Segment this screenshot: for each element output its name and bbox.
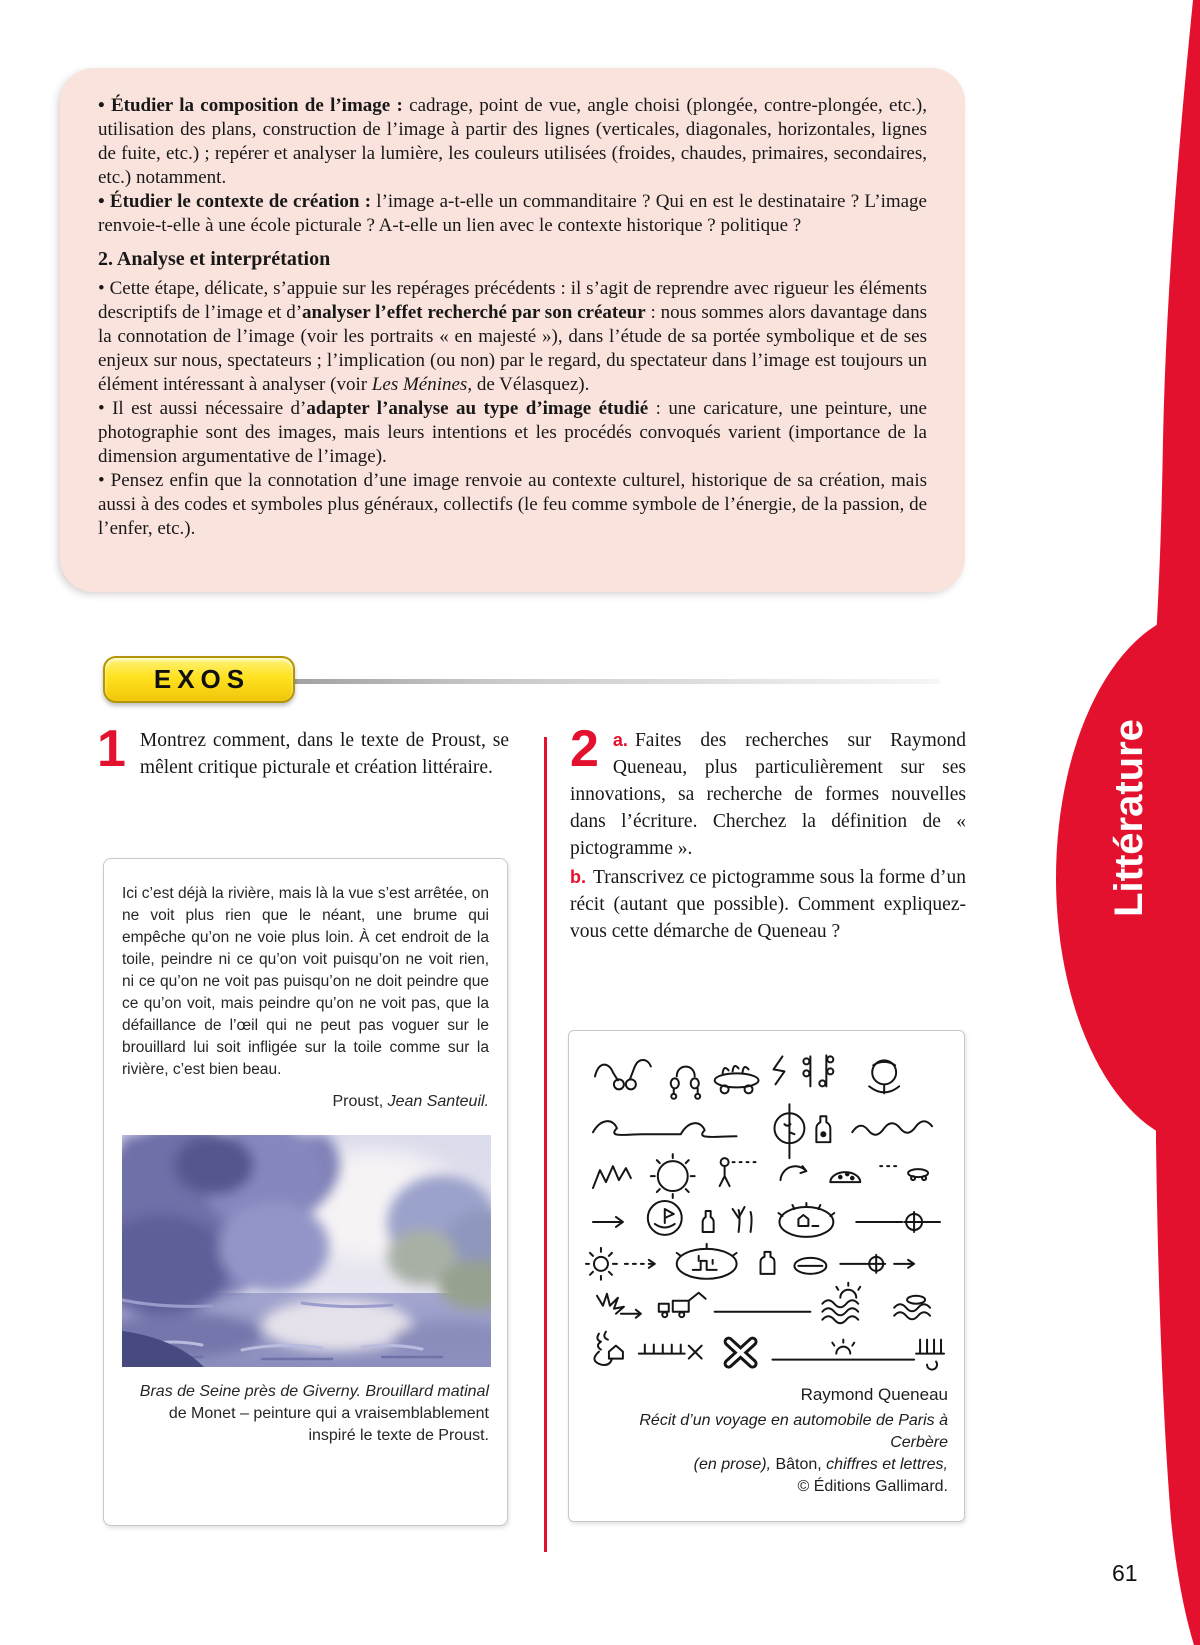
head-earrings-icon <box>671 1067 700 1099</box>
hanging-notes-icon <box>803 1055 833 1086</box>
tow-truck-icon <box>659 1293 706 1317</box>
wave-line-icon <box>593 1121 737 1137</box>
arc-path-icon <box>780 1166 806 1180</box>
method-box <box>60 68 965 592</box>
method-paragraph-composition: • Étudier la composition de l’image : cadrage, point de vue, angle choisi (plongée, contre-plongée, etc.), utilisation des plans, construction de l’image à partir des lignes (verticales, diagonales, horizontales, lignes de fuite, etc.) ; repérer et analyser la lumière, les couleurs utilisées (froides, chaudes, primaires, secondaires, etc.) notamment. <box>98 95 927 188</box>
monet-caption: Bras de Seine près de Giverny. Brouillard matinal de Monet – peinture qui a vraisemblablement inspiré le texte de Proust. <box>139 1383 489 1444</box>
spiky-landscape-icon <box>778 1203 834 1237</box>
monet-painting <box>122 1135 491 1367</box>
smoke-house-icon <box>594 1332 622 1365</box>
column-divider <box>544 737 547 1552</box>
page-number: 61 <box>1112 1560 1138 1586</box>
canoe-oval-icon <box>794 1258 826 1274</box>
side-tab-label: Littérature <box>1107 719 1151 917</box>
exercise-2b-label: b. <box>570 867 586 887</box>
flask-icon <box>703 1211 714 1232</box>
waves-sun-icon <box>822 1283 860 1323</box>
comb-hook-icon <box>916 1340 944 1370</box>
pictogram-drawing <box>585 1045 948 1377</box>
haystack-icon <box>830 1172 860 1182</box>
bottle-figure-icon <box>816 1116 830 1142</box>
road-sun-icon <box>772 1340 914 1360</box>
proust-attribution: Proust, Jean Santeuil. <box>332 1093 489 1110</box>
exos-badge <box>103 656 295 703</box>
dotted-arrow-icon <box>625 1260 655 1268</box>
exercise-2b-text: b. Transcrivez ce pictogramme sous la forme d’un récit (autant que possible). Comment expliquez-vous cette démarche de Queneau ? <box>570 867 966 942</box>
queneau-author: Raymond Queneau <box>800 1385 948 1404</box>
car-passengers-icon <box>715 1066 759 1093</box>
dotted-car-icon <box>880 1166 928 1180</box>
proust-quote: Ici c’est déjà la rivière, mais là la vue s’est arrêtée, on ne voit plus rien que le néant, une brume qui empêche qu’on ne voie plus loin. À cet endroit de la toile, peindre ni ce qu’on voit puisqu’on ne voit rien, ni ce qu’on ne voit pas puisqu’on ne doit peindre que ce qu’on voit, mais peindre qu’on ne voit pas, que la défaillance de l’œil qui ne peut pas voguer sur le brouillard lui soit infligée sur la toile comme sur la rivière, c’est bien beau. <box>122 885 489 1078</box>
exercise-2-number: 2 <box>570 720 599 778</box>
waves-car-icon <box>894 1296 930 1319</box>
section-heading: 2. Analyse et interprétation <box>98 248 331 270</box>
exos-badge-label: EXOS <box>153 664 251 694</box>
method-paragraph-etape: • Cette étape, délicate, s’appuie sur les repérages précédents : il s’agit de reprendre avec rigueur les éléments descriptifs de l’image et d’analyser l’effet recherché par son créateur : nous sommes alors davantage dans la connotation de l’image (voir les portraits « en majesté »), dans l’étude de sa portée symbolique et de ses enjeux sur nous, spectateurs ; l’implication (ou non) par le regard, du spectateur dans l’image est toujours un élément intéressant à analyser (voir Les Ménines, de Vélasquez). <box>98 278 927 395</box>
method-paragraph-contexte: • Étudier le contexte de création : l’image a-t-elle un commanditaire ? Qui en est le destinataire ? L’image renvoie-t-elle à une école picturale ? A-t-elle un lien avec le contexte historique ? politique ? <box>98 191 927 236</box>
exercise-2a-label: a. <box>612 730 628 750</box>
arrow-right-icon <box>593 1217 623 1227</box>
proust-document-box <box>103 858 508 1526</box>
exos-rule <box>255 679 940 684</box>
small-waves-icon <box>852 1121 932 1135</box>
exercise-1-number: 1 <box>97 720 126 778</box>
method-paragraph-adapter: • Il est aussi nécessaire d’adapter l’analyse au type d’image étudié : une caricature, une peinture, une photographie sont des images, mais leurs intentions et les procédés convoqués varient (importance de la dimension argumentative de l’image). <box>98 398 927 467</box>
jug-icon <box>761 1252 775 1274</box>
lightning-icon <box>773 1056 784 1084</box>
exercise-1 <box>97 720 509 781</box>
city-oval-icon <box>677 1244 737 1279</box>
dotted-walker-icon <box>720 1158 759 1186</box>
sun-wheel-icon <box>651 1154 695 1198</box>
ladder-x-icon <box>639 1345 702 1359</box>
clock-pole-icon <box>774 1104 804 1158</box>
crossed-target-icon <box>856 1212 940 1232</box>
litterature-side-tab <box>1000 0 1200 1645</box>
sun-icon <box>586 1248 617 1280</box>
crown-icon <box>593 1166 631 1188</box>
glasses-icon <box>595 1060 651 1089</box>
boat-circle-icon <box>648 1201 682 1235</box>
queneau-caption: Récit d’un voyage en automobile de Paris à Cerbère (en prose), Bâton, chiffres et lettres, © Éditions Gallimard. <box>639 1412 948 1495</box>
target-arrow-icon <box>840 1255 914 1273</box>
queneau-document-box <box>568 1030 965 1522</box>
exercise-2 <box>570 720 966 945</box>
method-paragraph-connotation: • Pensez enfin que la connotation d’une image renvoie au contexte culturel, historique de sa création, mais aussi à des codes et symboles plus généraux, collectifs (le feu comme symbole de l’énergie, de la passion, de l’enfer, etc.). <box>98 470 927 539</box>
round-figure-icon <box>869 1060 899 1093</box>
splash-arrow-icon <box>597 1294 641 1318</box>
reeds-icon <box>733 1207 752 1232</box>
exercise-2a-text: a. Faites des recherches sur Raymond Queneau, plus particulièrement sur ses innovations, sa recherche de formes nouvelles dans l’écriture. Cherchez la définition de « pictogramme ». <box>570 730 966 859</box>
crossed-x-icon <box>729 1342 753 1364</box>
exercise-1-text: Montrez comment, dans le texte de Proust, se mêlent critique picturale et création littéraire. <box>139 730 509 778</box>
